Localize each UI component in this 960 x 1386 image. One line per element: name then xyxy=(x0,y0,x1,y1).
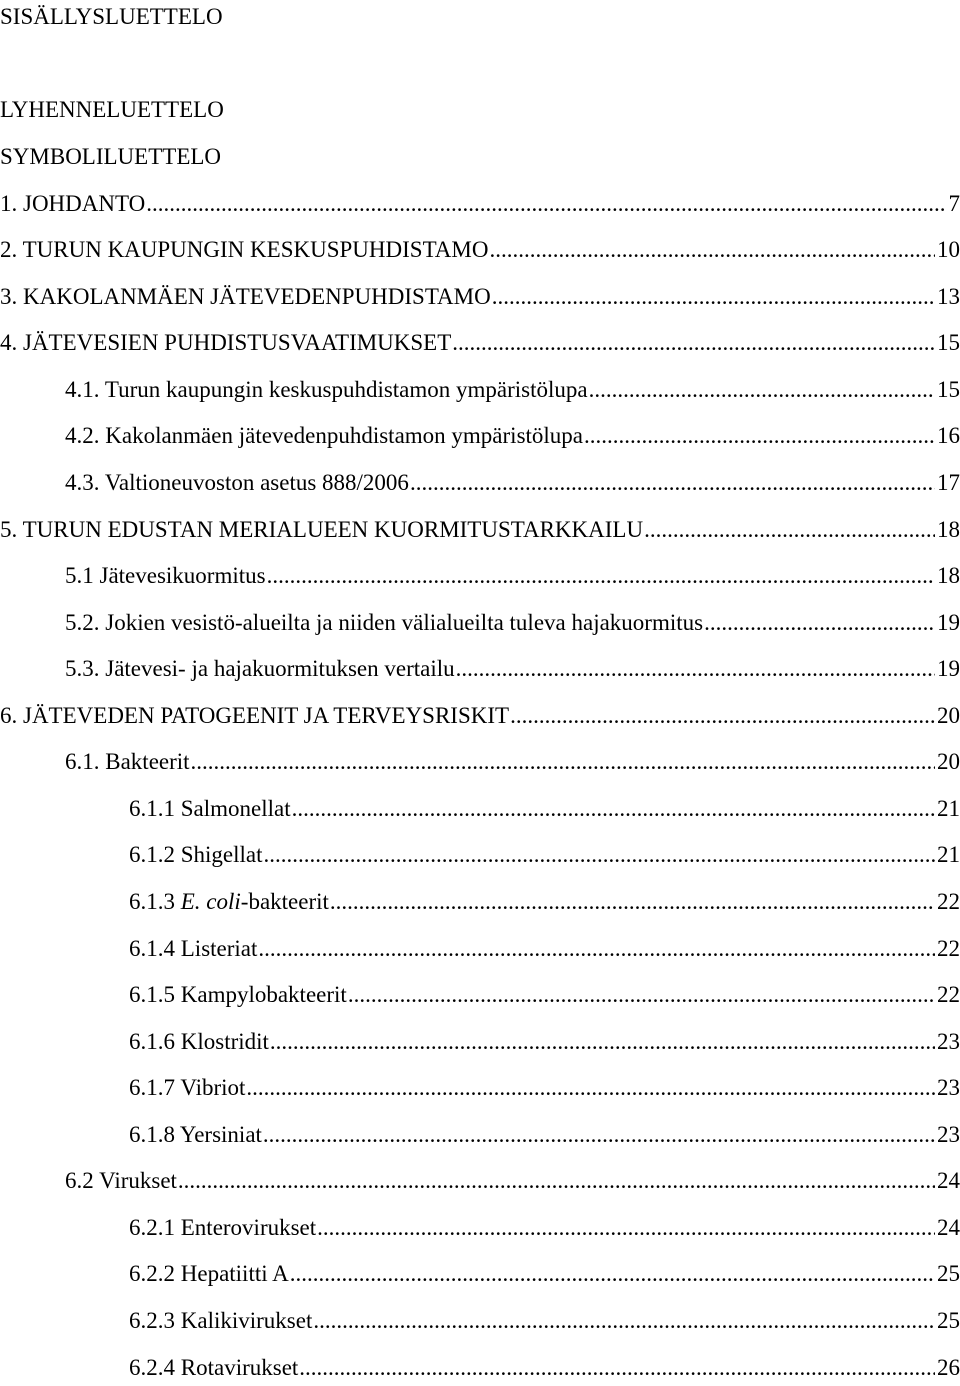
toc-page-number: 24 xyxy=(937,1168,960,1193)
dot-leader xyxy=(292,795,935,823)
toc-entry-label: 6.2.4 Rotavirukset xyxy=(129,1355,299,1380)
dot-leader xyxy=(589,376,935,404)
dot-leader xyxy=(263,1121,935,1149)
toc-entry-5-3[interactable] xyxy=(65,655,960,683)
toc-page-number: 23 xyxy=(937,1122,960,1147)
toc-entry-label: 6.1.8 Yersiniat xyxy=(129,1122,262,1147)
toc-entry-6-1[interactable] xyxy=(65,748,960,776)
toc-entry-4-2[interactable] xyxy=(65,422,960,450)
toc-entry-6-2-2[interactable] xyxy=(129,1260,960,1288)
toc-entry-6-1-6[interactable] xyxy=(129,1028,960,1056)
toc-entry-2[interactable] xyxy=(0,236,960,264)
toc-page-number: 24 xyxy=(937,1215,960,1240)
toc-page-number: 15 xyxy=(937,330,960,355)
toc-page-number: 25 xyxy=(937,1261,960,1286)
toc-entry-label: 5.3. Jätevesi- ja hajakuormituksen vertailu xyxy=(65,656,455,681)
toc-entry-label: 4.3. Valtioneuvoston asetus 888/2006 xyxy=(65,470,409,495)
dot-leader xyxy=(348,981,935,1009)
toc-page-number: 22 xyxy=(937,982,960,1007)
toc-entry-6-2-1[interactable] xyxy=(129,1214,960,1242)
dot-leader xyxy=(267,562,935,590)
toc-title: SISÄLLYSLUETTELO xyxy=(0,4,223,29)
toc-entry-label: 6.1.3 E. coli-bakteerit xyxy=(129,889,329,914)
toc-entry-label: 5.1 Jätevesikuormitus xyxy=(65,563,266,588)
dot-leader xyxy=(270,1028,935,1056)
dot-leader xyxy=(330,888,935,916)
toc-entry-label: 6.1.5 Kampylobakteerit xyxy=(129,982,347,1007)
dot-leader xyxy=(178,1167,935,1195)
toc-entry-6-1-2[interactable] xyxy=(129,841,960,869)
symbols-heading[interactable]: SYMBOLILUETTELO xyxy=(0,144,222,169)
toc-entry-6-1-5[interactable] xyxy=(129,981,960,1009)
dot-leader xyxy=(584,422,935,450)
toc-page-number: 23 xyxy=(937,1075,960,1100)
toc-entry-5-1[interactable] xyxy=(65,562,960,590)
toc-entry-label: 5.2. Jokien vesistö-alueilta ja niiden välialueilta tuleva hajakuormitus xyxy=(65,610,704,635)
dot-leader xyxy=(456,655,935,683)
toc-page-number: 10 xyxy=(937,237,960,262)
toc-entry-1[interactable] xyxy=(0,190,960,218)
toc-page-number: 18 xyxy=(937,517,960,542)
dot-leader xyxy=(644,516,935,544)
toc-page-number: 21 xyxy=(937,842,960,867)
toc-page-number: 23 xyxy=(937,1029,960,1054)
species-name-italic: E. coli xyxy=(180,889,241,914)
toc-entry-6-2-4[interactable] xyxy=(129,1354,960,1382)
dot-leader xyxy=(264,841,935,869)
toc-page-number: 25 xyxy=(937,1308,960,1333)
dot-leader xyxy=(146,190,946,218)
toc-entry-label: 6.2 Virukset xyxy=(65,1168,177,1193)
toc-entry-label: 5. TURUN EDUSTAN MERIALUEEN KUORMITUSTARKKAILU xyxy=(0,517,644,542)
dot-leader xyxy=(704,609,935,637)
toc-entry-4-3[interactable] xyxy=(65,469,960,497)
toc-entry-label: 4.2. Kakolanmäen jätevedenpuhdistamon ympäristölupa xyxy=(65,423,584,448)
toc-entry-label: 6.2.3 Kalikivirukset xyxy=(129,1308,313,1333)
toc-entry-label: 6.1.6 Klostridit xyxy=(129,1029,269,1054)
dot-leader xyxy=(313,1307,935,1335)
toc-entry-6-1-4[interactable] xyxy=(129,935,960,963)
dot-leader xyxy=(258,935,935,963)
toc-entry-label: 4. JÄTEVESIEN PUHDISTUSVAATIMUKSET xyxy=(0,330,452,355)
toc-entry-4[interactable] xyxy=(0,329,960,357)
toc-entry-6-1-1[interactable] xyxy=(129,795,960,823)
dot-leader xyxy=(317,1214,935,1242)
toc-entry-6-2-3[interactable] xyxy=(129,1307,960,1335)
toc-entry-6-1-8[interactable] xyxy=(129,1121,960,1149)
toc-entry-6[interactable] xyxy=(0,702,960,730)
dot-leader xyxy=(489,236,935,264)
toc-entry-5[interactable] xyxy=(0,516,960,544)
toc-entry-label: 4.1. Turun kaupungin keskuspuhdistamon ympäristölupa xyxy=(65,377,588,402)
toc-page-number: 16 xyxy=(937,423,960,448)
dot-leader xyxy=(191,748,935,776)
toc-entry-6-2[interactable] xyxy=(65,1167,960,1195)
toc-page-number: 7 xyxy=(948,191,960,216)
dot-leader xyxy=(492,283,935,311)
toc-entry-label: 6. JÄTEVEDEN PATOGEENIT JA TERVEYSRISKIT xyxy=(0,703,510,728)
toc-entry-label: 2. TURUN KAUPUNGIN KESKUSPUHDISTAMO xyxy=(0,237,489,262)
toc-entry-label: 6.2.2 Hepatiitti A xyxy=(129,1261,289,1286)
dot-leader xyxy=(290,1260,935,1288)
toc-entry-label: 1. JOHDANTO xyxy=(0,191,146,216)
dot-leader xyxy=(510,702,935,730)
toc-entry-6-1-7[interactable] xyxy=(129,1074,960,1102)
toc-page-number: 20 xyxy=(937,749,960,774)
dot-leader xyxy=(246,1074,935,1102)
toc-entry-label: 6.1.7 Vibriot xyxy=(129,1075,246,1100)
toc-page-number: 21 xyxy=(937,796,960,821)
toc-page-number: 22 xyxy=(937,936,960,961)
toc-page-number: 15 xyxy=(937,377,960,402)
toc-entry-5-2[interactable] xyxy=(65,609,960,637)
dot-leader xyxy=(452,329,935,357)
toc-entry-4-1[interactable] xyxy=(65,376,960,404)
toc-page-number: 17 xyxy=(937,470,960,495)
toc-page-number: 22 xyxy=(937,889,960,914)
toc-entry-label: 6.1. Bakteerit xyxy=(65,749,190,774)
toc-entry-label: 6.1.4 Listeriat xyxy=(129,936,258,961)
toc-page-number: 13 xyxy=(937,284,960,309)
toc-entry-6-1-3[interactable] xyxy=(129,888,960,916)
abbreviations-heading[interactable]: LYHENNELUETTELO xyxy=(0,97,224,122)
toc-entry-label: 3. KAKOLANMÄEN JÄTEVEDENPUHDISTAMO xyxy=(0,284,491,309)
toc-entry-3[interactable] xyxy=(0,283,960,311)
dot-leader xyxy=(410,469,935,497)
toc-page-number: 20 xyxy=(937,703,960,728)
toc-entry-label: 6.2.1 Enterovirukset xyxy=(129,1215,317,1240)
dot-leader xyxy=(299,1354,935,1382)
toc-page-number: 19 xyxy=(937,610,960,635)
toc-entry-label: 6.1.2 Shigellat xyxy=(129,842,263,867)
toc-page-number: 26 xyxy=(937,1355,960,1380)
toc-page-number: 18 xyxy=(937,563,960,588)
toc-page-number: 19 xyxy=(937,656,960,681)
toc-entry-label: 6.1.1 Salmonellat xyxy=(129,796,291,821)
